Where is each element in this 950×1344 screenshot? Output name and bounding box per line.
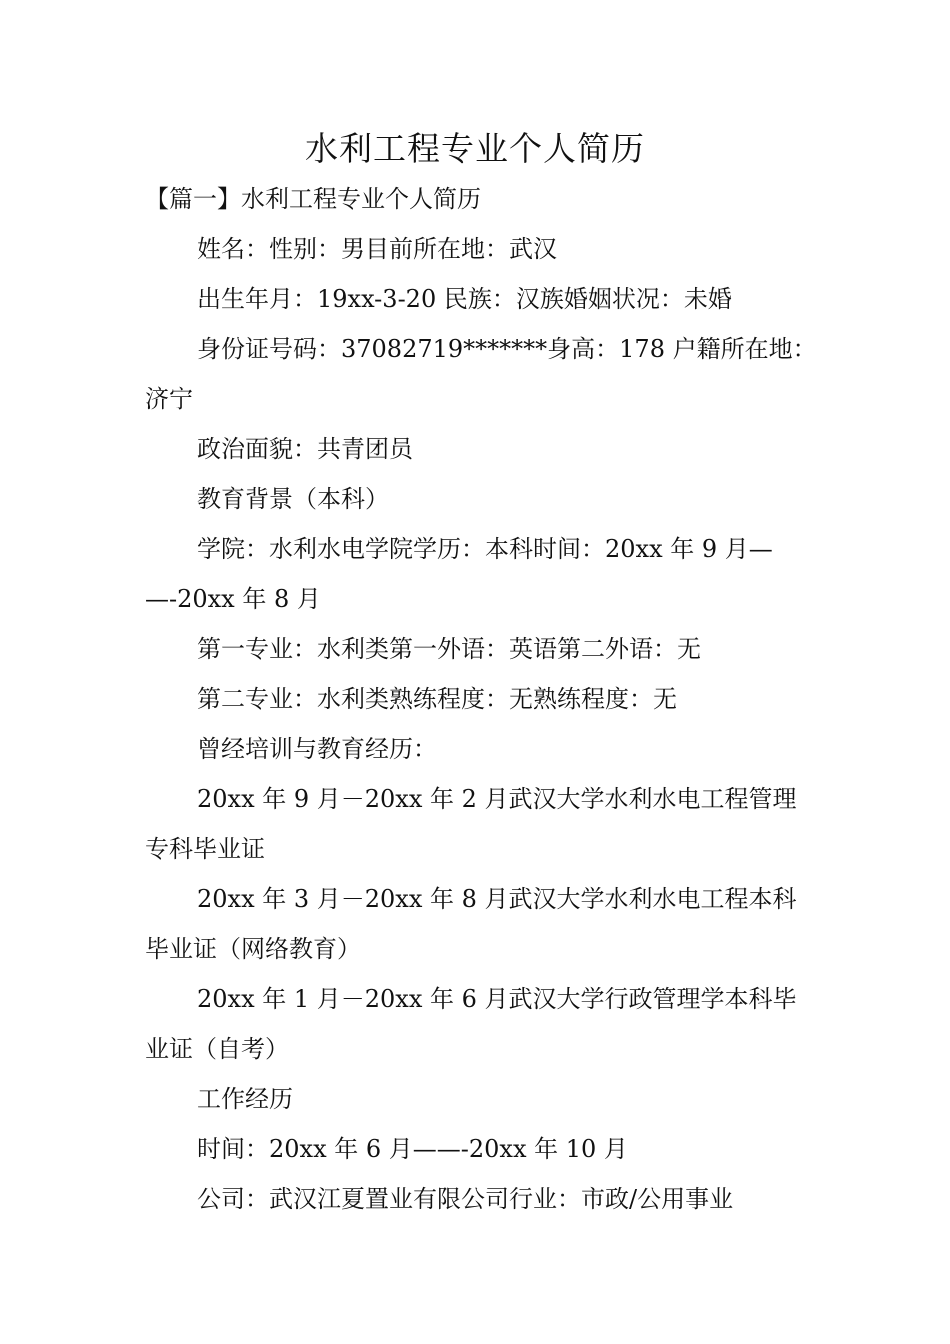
document-body — [145, 174, 815, 1224]
second-major-proficiency-line: 第二专业：水利类熟练程度：无熟练程度：无 — [197, 685, 677, 713]
name-gender-location-line: 姓名：性别：男目前所在地：武汉 — [197, 235, 557, 263]
birth-ethnicity-marital-line: 出生年月：19xx-3-20 民族：汉族婚姻状况：未婚 — [197, 285, 732, 313]
work-company-industry-line: 公司：武汉江夏置业有限公司行业：市政/公用事业 — [197, 1185, 734, 1213]
education-background-heading: 教育背景（本科） — [197, 485, 389, 513]
first-major-language-line: 第一专业：水利类第一外语：英语第二外语：无 — [197, 635, 701, 663]
training-entry-2-continuation: 毕业证（网络教育） — [145, 935, 361, 963]
work-time-line: 时间：20xx 年 6 月——-20xx 年 10 月 — [197, 1135, 628, 1163]
id-height-hometown-line: 身份证号码：37082719*******身高：178 户籍所在地： — [197, 335, 817, 363]
college-time-continuation-line: —-20xx 年 8 月 — [145, 585, 321, 613]
training-entry-1-line: 20xx 年 9 月－20xx 年 2 月武汉大学水利水电工程管理 — [197, 785, 797, 813]
political-status-line: 政治面貌：共青团员 — [197, 435, 413, 463]
document-title: 水利工程专业个人简历 — [305, 129, 645, 168]
training-entry-3-continuation: 业证（自考） — [145, 1035, 289, 1063]
college-degree-time-line: 学院：水利水电学院学历：本科时间：20xx 年 9 月— — [197, 535, 773, 563]
section-heading: 【篇一】水利工程专业个人简历 — [145, 185, 481, 213]
training-entry-1-continuation: 专科毕业证 — [145, 835, 265, 863]
training-entry-3-line: 20xx 年 1 月－20xx 年 6 月武汉大学行政管理学本科毕 — [197, 985, 797, 1013]
training-history-heading: 曾经培训与教育经历： — [197, 735, 437, 763]
hometown-continuation-line: 济宁 — [145, 385, 193, 413]
training-entry-2-line: 20xx 年 3 月－20xx 年 8 月武汉大学水利水电工程本科 — [197, 885, 797, 913]
work-history-heading: 工作经历 — [197, 1085, 293, 1113]
